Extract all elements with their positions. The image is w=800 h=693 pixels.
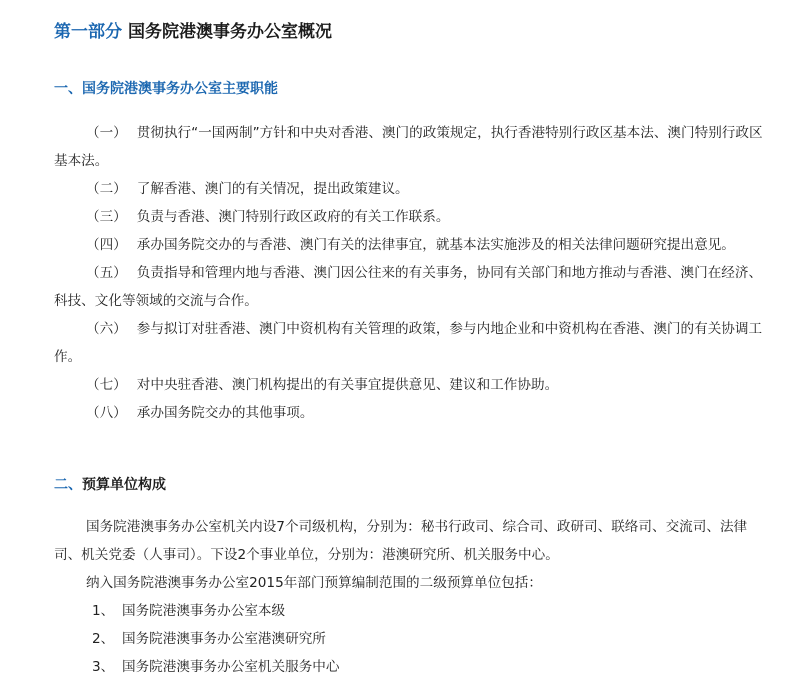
duty-item: （四） 承办国务院交办的与香港、澳门有关的法律事宜，就基本法实施涉及的相关法律问题研究提出意见。: [86, 237, 735, 253]
list-item: 1、 国务院港澳事务办公室本级: [92, 603, 286, 619]
duty-item: （八） 承办国务院交办的其他事项。: [86, 405, 314, 421]
section2-heading: [54, 475, 166, 495]
section1-heading: 一、国务院港澳事务办公室主要职能: [54, 81, 278, 97]
scope-paragraph: 纳入国务院港澳事务办公室2015年部门预算编制范围的二级预算单位包括：: [86, 575, 542, 591]
duty-item: （三） 负责与香港、澳门特别行政区政府的有关工作联系。: [86, 209, 450, 225]
duty-item: （五） 负责指导和管理内地与香港、澳门因公往来的有关事务，协同有关部门和地方推动与香港、澳门在经济、科技、文化等领域的交流与合作。: [54, 265, 763, 309]
list-item: 3、 国务院港澳事务办公室机关服务中心: [92, 659, 340, 675]
duty-item: （二） 了解香港、澳门的有关情况，提出政策建议。: [86, 181, 409, 197]
budget-unit-list: [54, 597, 764, 681]
part-label: 第一部分: [54, 22, 122, 42]
duty-item: （六） 参与拟订对驻香港、澳门中资机构有关管理的政策，参与内地企业和中资机构在香港、澳门的有关协调工作。: [54, 321, 763, 365]
duty-item: （七） 对中央驻香港、澳门机构提出的有关事宜提供意见、建议和工作协助。: [86, 377, 559, 393]
page-title: [54, 19, 332, 45]
duty-item: （一） 贯彻执行“一国两制”方针和中央对香港、澳门的政策规定，执行香港特别行政区基本法、澳门特别行政区基本法。: [54, 125, 763, 169]
section1-body: [54, 119, 764, 427]
section2-heading-number: 二、: [54, 477, 82, 493]
section2-heading-text: 预算单位构成: [82, 477, 166, 493]
structure-paragraph: 国务院港澳事务办公室机关内设7个司级机构，分别为：秘书行政司、综合司、政研司、联络司、交流司、法律司、机关党委（人事司）。下设2个事业单位，分别为：港澳研究所、机关服务中心。: [54, 519, 748, 563]
part-title: 国务院港澳事务办公室概况: [128, 22, 332, 42]
section2-body: [54, 513, 764, 681]
list-item: 2、 国务院港澳事务办公室港澳研究所: [92, 631, 326, 647]
